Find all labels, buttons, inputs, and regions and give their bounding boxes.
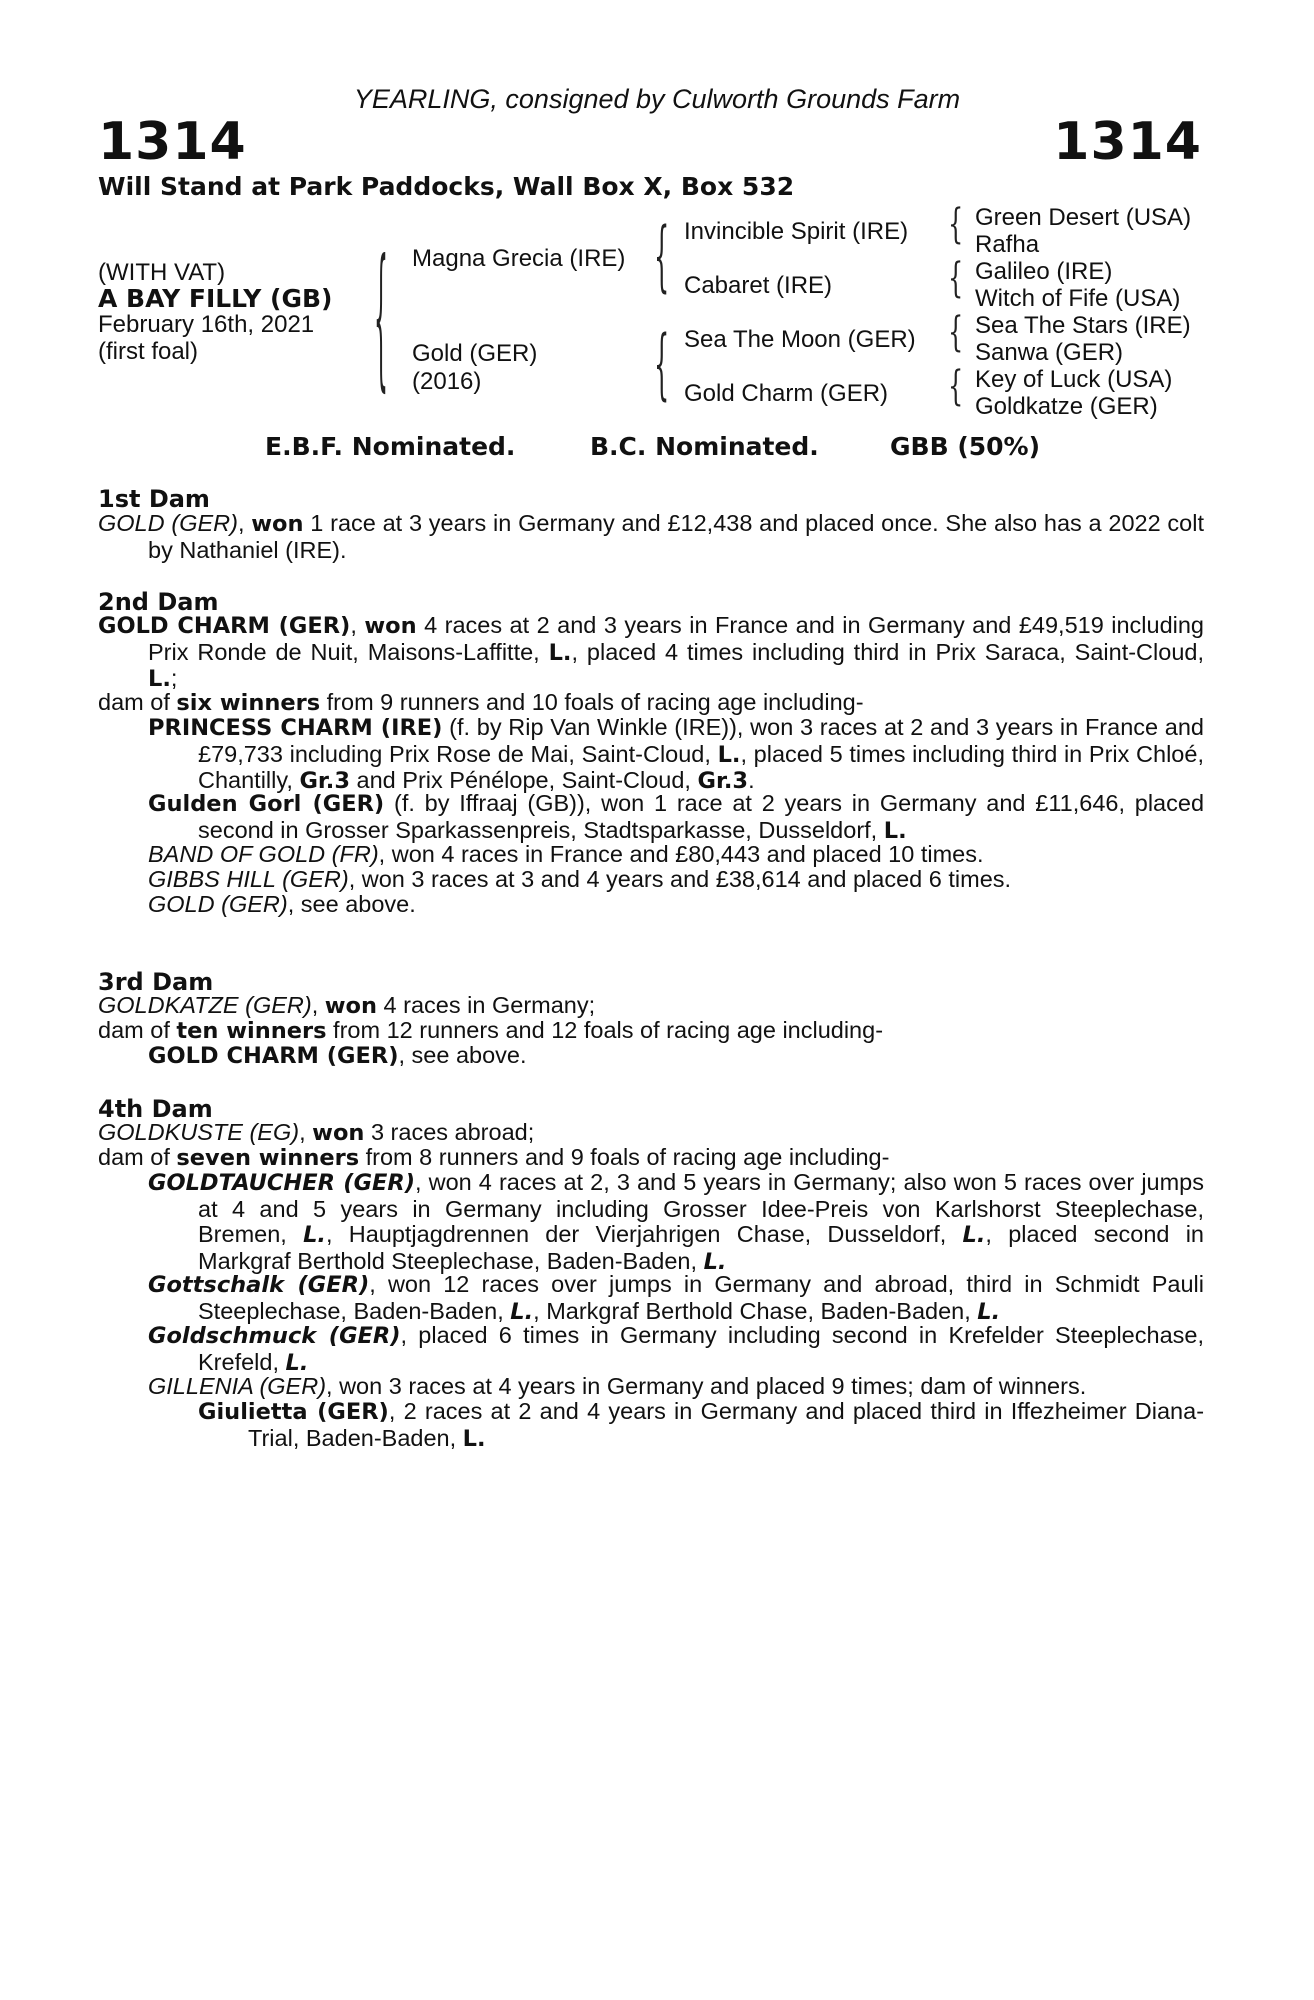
third-dam-name: GOLDKATZE (GER) — [98, 992, 312, 1018]
second-dam-winners: six winners — [176, 690, 321, 716]
pedigree-g1: Green Desert (USA) — [975, 204, 1192, 231]
gbb-label: GBB (50%) — [890, 432, 1041, 461]
third-dam-paragraph: GOLDKATZE (GER), won 4 races in Germany; — [98, 992, 596, 1019]
pedigree-g6: Sanwa (GER) — [975, 339, 1124, 366]
pedigree-sire-sire: Invincible Spirit (IRE) — [684, 218, 909, 245]
brace-sire: { — [654, 211, 670, 302]
produce-gibbs-hill: GIBBS HILL (GER), won 3 races at 3 and 4 years and £38,614 and placed 6 times. — [148, 866, 1012, 892]
pedigree-dam-sire: Sea The Moon (GER) — [684, 326, 916, 353]
produce-gold: GOLD (GER), see above. — [148, 891, 416, 917]
horse-dob: February 16th, 2021 — [98, 311, 315, 338]
pedigree-g7: Key of Luck (USA) — [975, 366, 1173, 393]
first-dam-won: won — [251, 511, 304, 537]
produce-gulden-gorl: Gulden Gorl (GER) (f. by Iffraaj (GB)), won 1 race at 2 years in Germany and £11,646, placed second in Grosser Sparkassenpreis, Stadtsparkasse, Dusseldorf, L. — [148, 790, 1205, 844]
pedigree-dam: Gold (GER) — [412, 340, 538, 367]
foal-note: (first foal) — [98, 338, 199, 365]
fourth-dam-name: GOLDKUSTE (EG) — [98, 1119, 300, 1145]
sale-subtitle: YEARLING, consigned by Culworth Grounds Farm — [353, 84, 961, 114]
princess-charm-name: PRINCESS CHARM (IRE) — [148, 715, 443, 741]
pedigree-g8: Goldkatze (GER) — [975, 393, 1158, 420]
gulden-gorl-name: Gulden Gorl (GER) — [148, 791, 385, 817]
pedigree-g5: Sea The Stars (IRE) — [975, 312, 1191, 339]
produce-band-of-gold: BAND OF GOLD (FR), won 4 races in France and £80,443 and placed 10 times. — [148, 841, 984, 867]
first-dam-title: 1st Dam — [98, 485, 210, 513]
pedigree-dam-dam: Gold Charm (GER) — [684, 380, 889, 407]
fourth-dam-paragraph: GOLDKUSTE (EG), won 3 races abroad; — [98, 1119, 535, 1146]
produce-goldtaucher: GOLDTAUCHER (GER), won 4 races at 2, 3 and 5 years in Germany; also won 5 races over jumps at 4 and 5 years in Germany including Grosser Idee-Preis von Karlshorst Steeplechase, Bremen, L., Hauptjagdrennen der Vierjahrigen Chase, Dusseldorf, L., placed second in Markgraf Berthold Steeplechase, Baden-Baden, L. — [148, 1169, 1205, 1275]
lot-number-right: 1314 — [1053, 112, 1202, 172]
second-dam-produce-summary: dam of six winners from 9 runners and 10 foals of racing age including- — [98, 689, 864, 716]
pedigree-sire: Magna Grecia (IRE) — [412, 245, 626, 272]
pedigree-sire-dam: Cabaret (IRE) — [684, 272, 833, 299]
second-dam-name: GOLD CHARM (GER) — [98, 613, 351, 639]
lot-number-left: 1314 — [98, 112, 247, 172]
first-dam-name: GOLD (GER) — [98, 510, 238, 536]
produce-goldschmuck: Goldschmuck (GER), placed 6 times in Germany including second in Krefelder Steeplechase, Krefeld, L. — [148, 1322, 1204, 1376]
bc-nomination: B.C. Nominated. — [590, 432, 819, 461]
brace-main: { — [374, 236, 388, 411]
brace-g3: { — [948, 308, 964, 357]
pedigree-g2: Rafha — [975, 231, 1040, 258]
produce-princess-charm: PRINCESS CHARM (IRE) (f. by Rip Van Winkle (IRE)), won 3 races at 2 and 3 years in France and £79,733 including Prix Rose de Mai, Saint-Cloud, L., placed 5 times including third in Prix Chloé, Chantilly, Gr.3 and Prix Pénélope, Saint-Cloud, Gr.3. — [148, 714, 1204, 794]
produce-giulietta: Giulietta (GER), 2 races at 2 and 4 years in Germany and placed third in Iffezheimer Diana-Trial, Baden-Baden, L. — [198, 1398, 1205, 1452]
horse-name: A BAY FILLY (GB) — [98, 284, 333, 313]
second-dam-won: won — [364, 613, 417, 639]
stand-location: Will Stand at Park Paddocks, Wall Box X, Box 532 — [98, 172, 795, 201]
first-dam-text: 1 race at 3 years in Germany and £12,438 and placed once. She also has a 2022 colt by Nathaniel (IRE). — [148, 510, 1204, 563]
first-dam-paragraph: GOLD (GER), won 1 race at 3 years in Germany and £12,438 and placed once. She also has a 2022 colt by Nathaniel (IRE). — [98, 510, 1204, 563]
second-dam-title: 2nd Dam — [98, 588, 219, 616]
pedigree-g3: Galileo (IRE) — [975, 258, 1113, 285]
brace-dam: { — [654, 319, 670, 410]
third-dam-title: 3rd Dam — [98, 968, 214, 996]
ebf-nomination: E.B.F. Nominated. — [265, 432, 516, 461]
brace-g1: { — [948, 200, 964, 249]
second-dam-paragraph: GOLD CHARM (GER), won 4 races at 2 and 3 years in France and in Germany and £49,519 including Prix Ronde de Nuit, Maisons-Laffitte, L., placed 4 times including third in Prix Saraca, Saint-Cloud, L.; — [98, 612, 1205, 692]
vat-note: (WITH VAT) — [98, 259, 226, 286]
pedigree-dam-year: (2016) — [412, 368, 482, 395]
pedigree-g4: Witch of Fife (USA) — [975, 285, 1181, 312]
brace-g4: { — [948, 362, 964, 411]
fourth-dam-title: 4th Dam — [98, 1095, 213, 1123]
third-dam-produce-summary: dam of ten winners from 12 runners and 12 foals of racing age including- — [98, 1017, 884, 1044]
fourth-dam-produce-summary: dam of seven winners from 8 runners and 9 foals of racing age including- — [98, 1144, 890, 1171]
produce-gottschalk: Gottschalk (GER), won 12 races over jumps in Germany and abroad, third in Schmidt Pauli Steeplechase, Baden-Baden, L., Markgraf Berthold Chase, Baden-Baden, L. — [148, 1271, 1205, 1325]
produce-gillenia: GILLENIA (GER), won 3 races at 4 years in Germany and placed 9 times; dam of winners. — [148, 1373, 1087, 1399]
produce-gold-charm: GOLD CHARM (GER), see above. — [148, 1042, 527, 1069]
brace-g2: { — [948, 254, 964, 303]
